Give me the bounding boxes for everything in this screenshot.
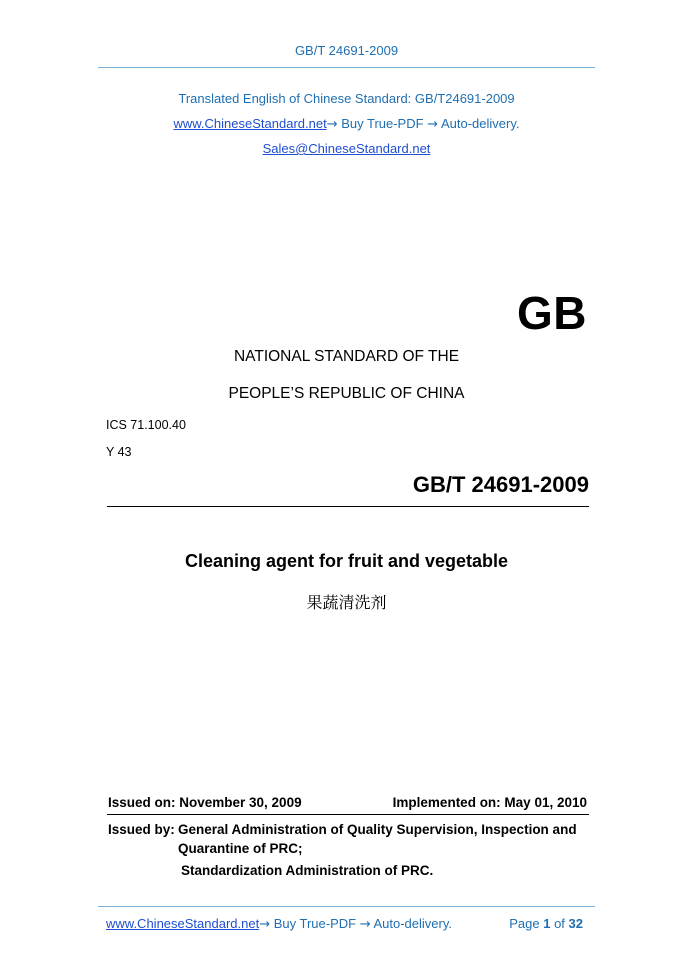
national-standard-line1: NATIONAL STANDARD OF THE xyxy=(233,348,460,365)
national-standard-line2: PEOPLE’S REPUBLIC OF CHINA xyxy=(228,385,465,402)
dates-rule xyxy=(107,814,589,815)
footer-website-link[interactable]: www.ChineseStandard.net xyxy=(106,916,260,931)
title-chinese: 果蔬清洗剂 xyxy=(306,593,387,612)
issued-by-line3: Standardization Administration of PRC. xyxy=(181,863,434,878)
footer-divider xyxy=(98,906,595,907)
ics-code: ICS 71.100.40 xyxy=(106,418,186,432)
title-english: Cleaning agent for fruit and vegetable xyxy=(184,551,509,571)
arrow-right-icon: → xyxy=(259,917,271,932)
buy-true-pdf-text: Buy True-PDF xyxy=(337,116,428,131)
arrow-right-icon: → xyxy=(359,917,371,932)
website-link[interactable]: www.ChineseStandard.net xyxy=(173,116,327,131)
gb-mark: GB xyxy=(517,287,587,339)
website-buy-line xyxy=(0,116,693,132)
issued-by-label: Issued by: xyxy=(108,822,175,837)
standard-number: GB/T 24691-2009 xyxy=(412,472,589,497)
page-label: Page xyxy=(509,916,540,931)
issued-on: Issued on: November 30, 2009 xyxy=(108,795,302,810)
standard-number-rule xyxy=(107,506,589,507)
auto-delivery-text: Auto-delivery. xyxy=(438,116,520,131)
page-current: 1 xyxy=(543,916,551,931)
header-doc-code: GB/T 24691-2009 xyxy=(294,43,399,58)
translated-line: Translated English of Chinese Standard: GB/T24691-2009 xyxy=(178,91,515,106)
arrow-right-icon: → xyxy=(427,117,439,132)
footer-delivery-text: Auto-delivery. xyxy=(370,916,453,931)
arrow-right-icon: → xyxy=(326,117,338,132)
footer-website-line xyxy=(106,916,452,932)
sales-email-line xyxy=(0,141,693,156)
footer-buy-text: Buy True-PDF xyxy=(270,916,360,931)
implemented-on: Implemented on: May 01, 2010 xyxy=(392,795,587,810)
issued-by-line1: General Administration of Quality Supervision, Inspection and xyxy=(178,822,577,837)
page-indicator xyxy=(509,916,583,931)
issued-by-line2: Quarantine of PRC; xyxy=(178,841,303,856)
sales-email-link[interactable]: Sales@ChineseStandard.net xyxy=(262,141,431,156)
page-total: 32 xyxy=(568,916,583,931)
page-of: of xyxy=(554,916,565,931)
header-divider xyxy=(98,67,595,68)
classification-code: Y 43 xyxy=(106,445,132,459)
